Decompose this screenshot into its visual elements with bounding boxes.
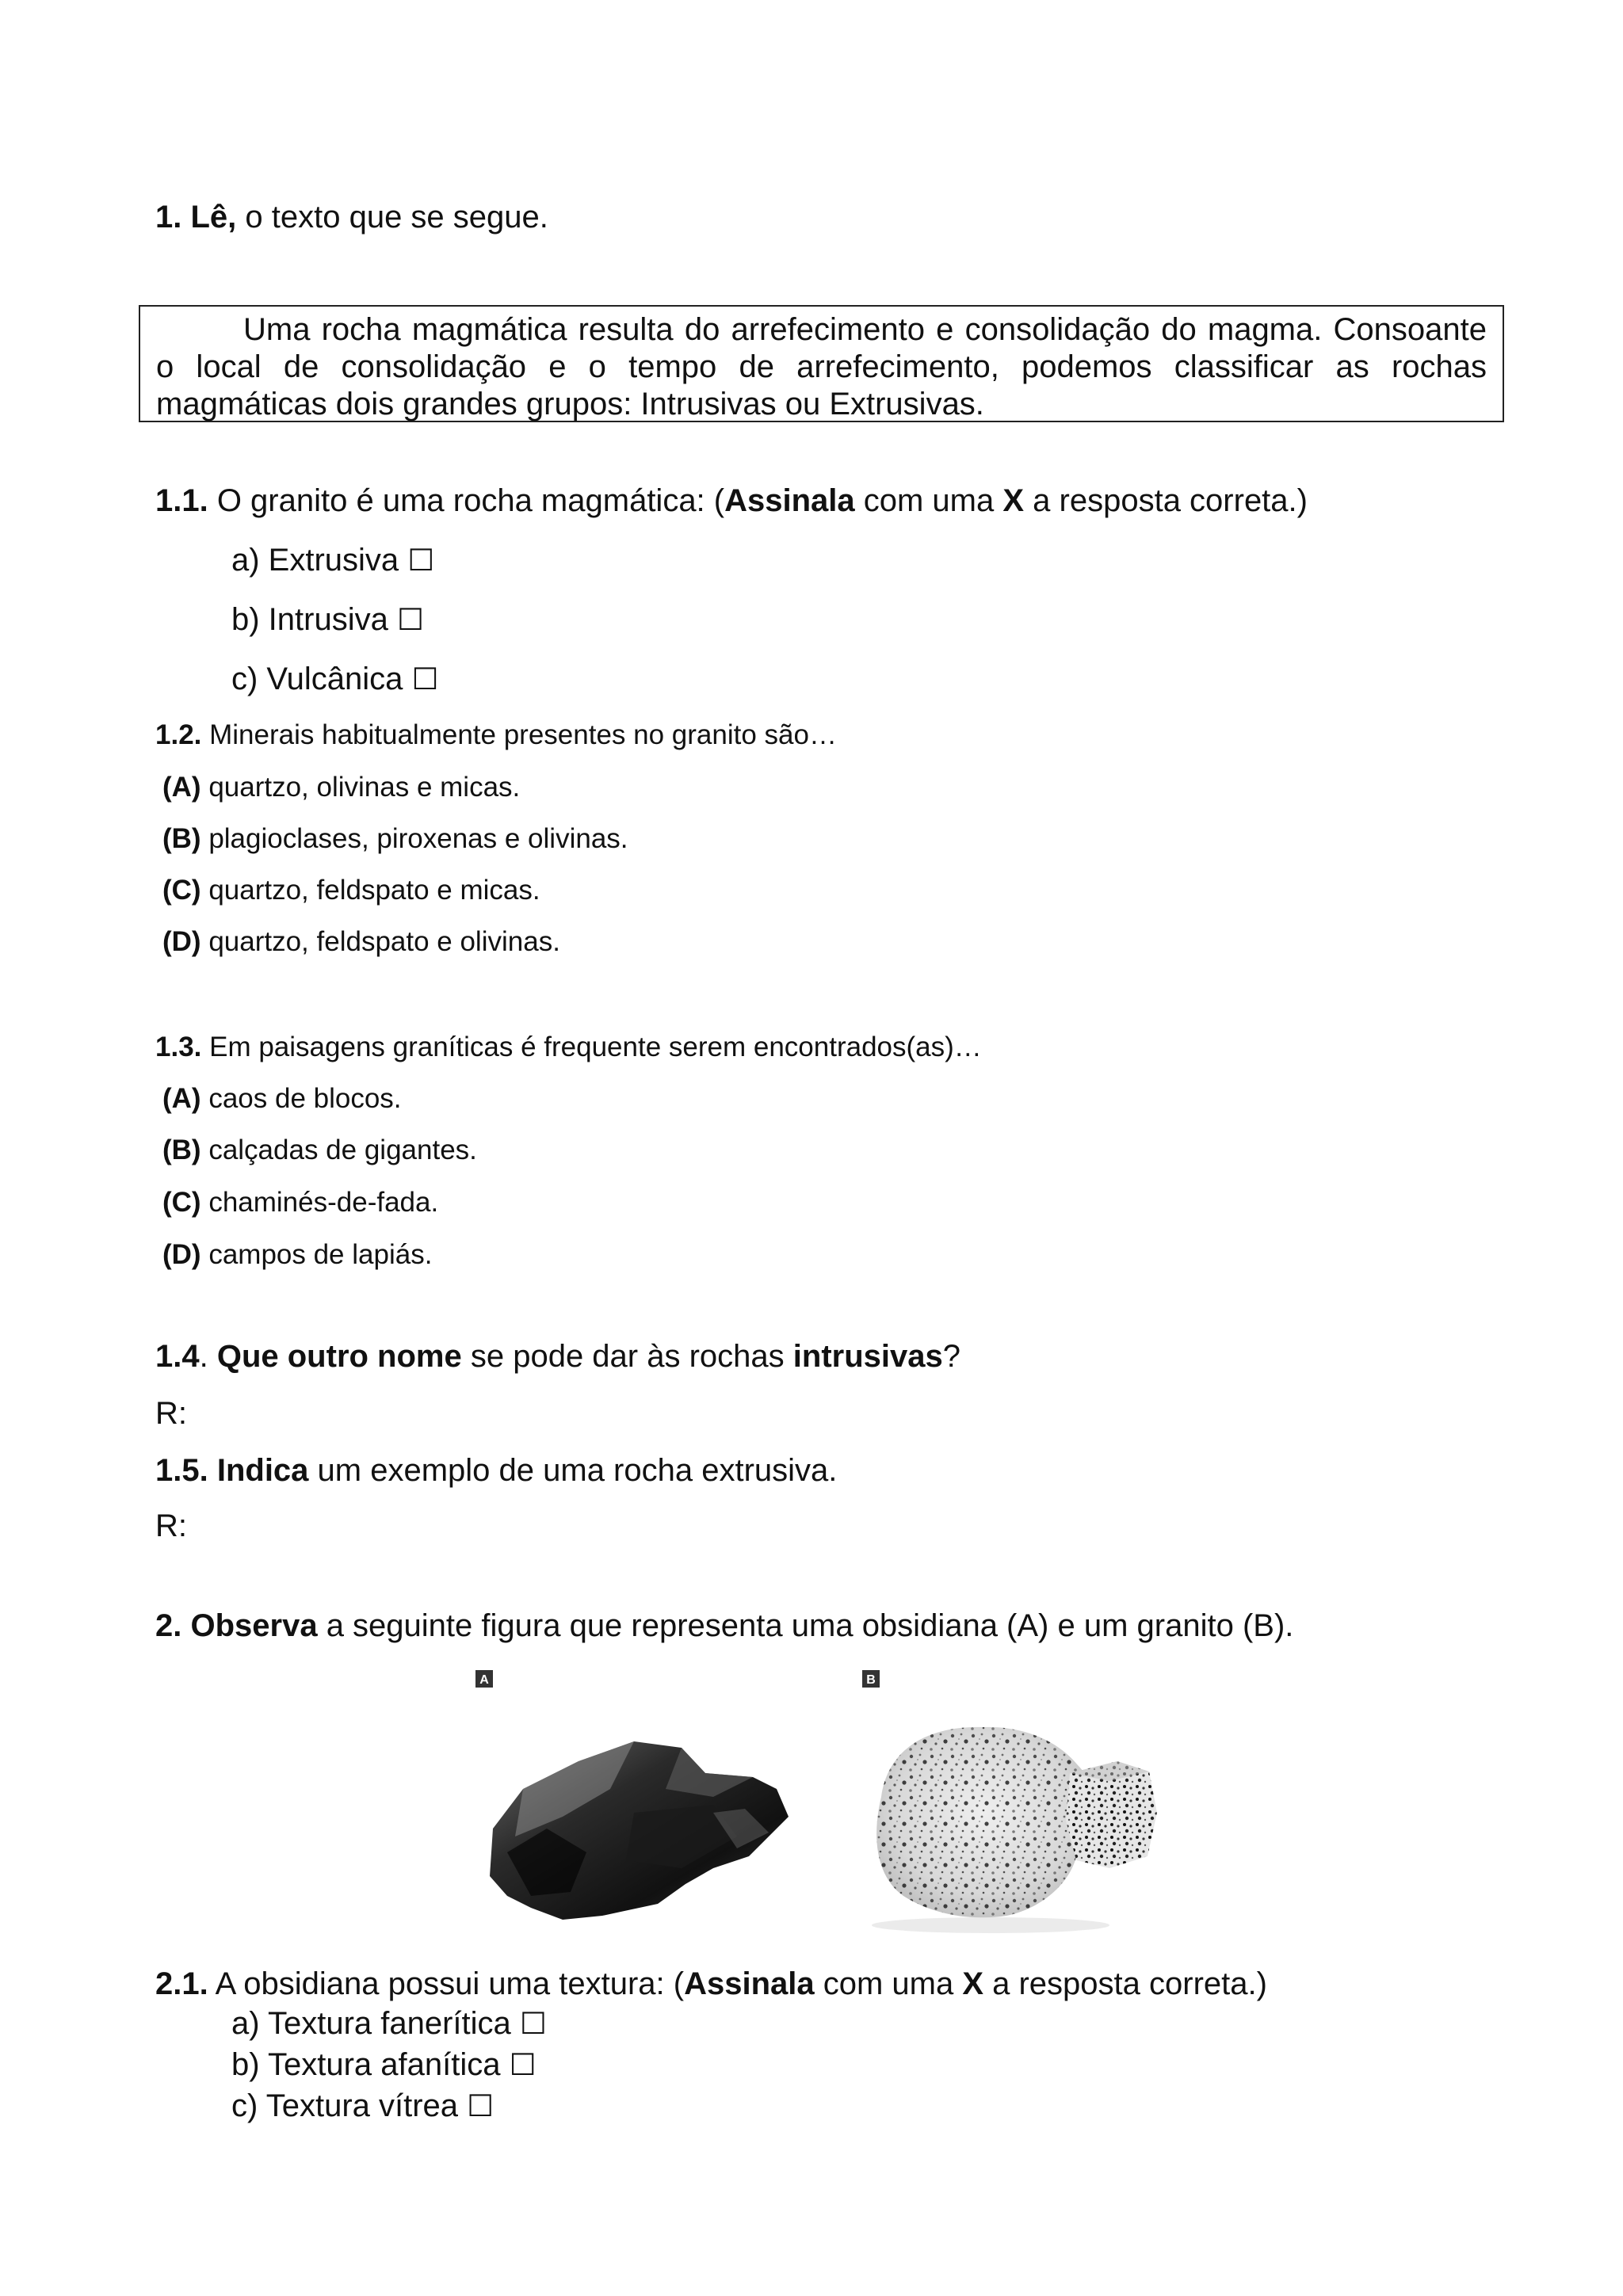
q2-text: a seguinte figura que representa uma obsidiana (A) e um granito (B).	[317, 1608, 1294, 1643]
q2-1-number: 2.1.	[155, 1966, 208, 2001]
q1-2-number: 1.2.	[155, 719, 202, 750]
option-text: caos de blocos.	[200, 1083, 402, 1114]
q1-1-option-b-checkbox[interactable]: ☐	[396, 602, 425, 637]
q1-1-number: 1.1.	[155, 483, 208, 518]
q2-number: 2. Observa	[155, 1608, 318, 1643]
option-text: calçadas de gigantes.	[200, 1135, 477, 1165]
q1-3-heading	[155, 1031, 982, 1064]
q2-1-option-b-checkbox[interactable]: ☐	[509, 2047, 537, 2082]
q2-heading	[155, 1607, 1293, 1645]
q1-3-number: 1.3.	[155, 1032, 202, 1062]
q1-1-text-b: com uma	[854, 483, 1003, 518]
q1-5-number: 1.5. Indica	[155, 1453, 309, 1488]
q2-1-bold-assinala: Assinala	[684, 1966, 815, 2001]
q1-5-heading	[155, 1451, 837, 1489]
q2-1-text-a: A obsidiana possui uma textura: (	[208, 1966, 685, 2001]
option-text: campos de lapiás.	[200, 1239, 433, 1270]
q2-1-bold-x: X	[962, 1966, 984, 2001]
q1-1-heading	[155, 482, 1308, 520]
q1-1-option-a	[231, 541, 434, 579]
q1-4-bold-2: intrusivas	[792, 1339, 943, 1374]
obsidian-rock	[490, 1741, 789, 1920]
text-box-content	[156, 311, 1487, 423]
q1-1-option-b	[231, 601, 424, 639]
option-letter: (C)	[162, 875, 201, 906]
q2-1-option-c	[231, 2087, 494, 2125]
q2-1-option-c-label: c) Textura vítrea	[231, 2088, 459, 2123]
q2-1-option-a-label: a) Textura fanerítica	[231, 2006, 511, 2041]
q1-2-option-c[interactable]	[162, 874, 540, 907]
option-text: quartzo, feldspato e olivinas.	[200, 926, 560, 957]
rock-figure-svg	[475, 1670, 1205, 1955]
q1-2-text: Minerais habitualmente presentes no granito são…	[201, 719, 837, 750]
option-letter: (D)	[162, 926, 201, 957]
q1-1-option-b-label: b) Intrusiva	[231, 602, 388, 637]
option-letter: (A)	[162, 1083, 201, 1114]
q1-4-text-b: ?	[942, 1339, 960, 1374]
option-text: quartzo, olivinas e micas.	[200, 772, 521, 803]
q1-1-option-c-label: c) Vulcânica	[231, 662, 403, 696]
q2-1-option-b	[231, 2046, 537, 2084]
label-b: B	[866, 1673, 876, 1687]
granite-rock	[872, 1727, 1157, 1933]
q1-1-option-c-checkbox[interactable]: ☐	[411, 662, 439, 696]
q1-text: o texto que se segue.	[236, 200, 548, 235]
rock-figure	[475, 1670, 1205, 1955]
text-box	[139, 305, 1504, 422]
q1-5-text: um exemplo de uma rocha extrusiva.	[308, 1453, 838, 1488]
q1-2-option-a[interactable]	[162, 771, 520, 804]
q1-3-option-c[interactable]	[162, 1186, 438, 1219]
q2-1-option-c-checkbox[interactable]: ☐	[467, 2088, 495, 2123]
q1-4-text-a: se pode dar às rochas	[461, 1339, 793, 1374]
option-text: plagioclases, piroxenas e olivinas.	[200, 823, 628, 854]
q2-1-option-a-checkbox[interactable]: ☐	[519, 2006, 547, 2041]
q1-4-heading	[155, 1337, 960, 1375]
q1-1-text-c: a resposta correta.)	[1024, 483, 1308, 518]
q1-4-number: 1.4	[155, 1339, 200, 1374]
q1-2-heading	[155, 719, 837, 752]
q1-2-option-d[interactable]	[162, 925, 560, 959]
text-box-paragraph: Uma rocha magmática resulta do arrefecimento e consolidação do magma. Consoante o local de consolidação e o tempo de arrefecimento, podemos classificar as rochas magmáticas dois grandes grupos: Intrusivas ou Extrusivas.	[156, 312, 1487, 421]
q1-1-bold-assinala: Assinala	[724, 483, 855, 518]
q2-1-option-a	[231, 2004, 547, 2042]
option-text: chaminés-de-fada.	[200, 1187, 439, 1218]
q1-5-answer[interactable]: R:	[155, 1508, 187, 1543]
q1-4-bold-1: Que outro nome	[216, 1339, 462, 1374]
q1-heading	[155, 198, 548, 236]
option-letter: (C)	[162, 1187, 201, 1218]
q1-1-option-a-label: a) Extrusiva	[231, 543, 399, 578]
q1-1-option-c	[231, 660, 439, 698]
q1-3-option-b[interactable]	[162, 1134, 477, 1167]
q1-3-option-a[interactable]	[162, 1082, 402, 1116]
option-letter: (B)	[162, 823, 201, 854]
option-text: quartzo, feldspato e micas.	[200, 875, 540, 906]
option-letter: (D)	[162, 1239, 201, 1270]
q1-4-answer[interactable]: R:	[155, 1396, 187, 1431]
q1-2-option-b[interactable]	[162, 822, 628, 856]
option-letter: (A)	[162, 772, 201, 803]
q1-1-text-a: O granito é uma rocha magmática: (	[208, 483, 725, 518]
q1-1-option-a-checkbox[interactable]: ☐	[407, 543, 435, 578]
label-a: A	[479, 1673, 489, 1687]
q1-4-dot: .	[199, 1339, 217, 1374]
q2-1-option-b-label: b) Textura afanítica	[231, 2047, 501, 2082]
q1-3-text: Em paisagens graníticas é frequente serem encontrados(as)…	[201, 1032, 982, 1062]
q1-3-option-d[interactable]	[162, 1238, 432, 1272]
q2-1-heading	[155, 1965, 1267, 2003]
q1-1-bold-x: X	[1002, 483, 1025, 518]
q1-number: 1. Lê,	[155, 200, 237, 235]
q2-1-text-c: a resposta correta.)	[983, 1966, 1267, 2001]
option-letter: (B)	[162, 1135, 201, 1165]
q2-1-text-b: com uma	[814, 1966, 963, 2001]
